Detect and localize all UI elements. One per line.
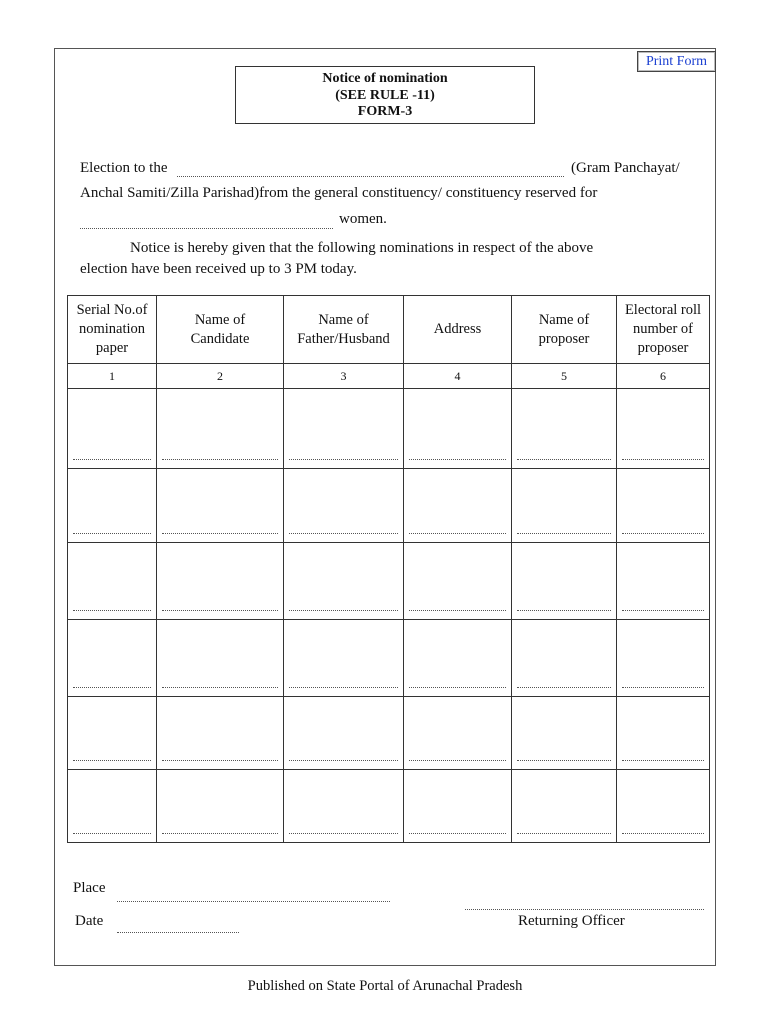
- cell-dotted-line: [73, 760, 151, 761]
- table-cell[interactable]: [157, 469, 284, 543]
- table-cell[interactable]: [157, 620, 284, 697]
- cell-dotted-line: [73, 459, 151, 460]
- table-cell[interactable]: [68, 543, 157, 620]
- table-cell[interactable]: [404, 469, 512, 543]
- header-serial: Serial No.of nomination paper: [68, 296, 157, 364]
- table-cell[interactable]: [68, 770, 157, 843]
- election-prefix: Election to the: [80, 160, 168, 176]
- cell-dotted-line: [409, 533, 506, 534]
- table-cell[interactable]: [512, 620, 617, 697]
- cell-dotted-line: [162, 459, 278, 460]
- date-field[interactable]: [117, 932, 239, 933]
- table-row: [68, 543, 710, 620]
- cell-dotted-line: [517, 833, 611, 834]
- table-cell[interactable]: [617, 543, 710, 620]
- header-candidate: Name of Candidate: [157, 296, 284, 364]
- cell-dotted-line: [289, 687, 398, 688]
- column-number: 3: [284, 364, 404, 389]
- table-cell[interactable]: [404, 543, 512, 620]
- table-cell[interactable]: [617, 697, 710, 770]
- cell-dotted-line: [517, 459, 611, 460]
- table-cell[interactable]: [512, 469, 617, 543]
- cell-dotted-line: [409, 610, 506, 611]
- cell-dotted-line: [289, 760, 398, 761]
- table-cell[interactable]: [512, 543, 617, 620]
- notice-line-1: Notice is hereby given that the following nominations in respect of the above: [130, 240, 594, 256]
- cell-dotted-line: [622, 610, 704, 611]
- election-body-field[interactable]: [177, 176, 564, 177]
- table-cell[interactable]: [617, 770, 710, 843]
- header-address: Address: [404, 296, 512, 364]
- cell-dotted-line: [409, 833, 506, 834]
- column-number: 2: [157, 364, 284, 389]
- cell-dotted-line: [162, 687, 278, 688]
- cell-dotted-line: [622, 459, 704, 460]
- table-cell[interactable]: [284, 620, 404, 697]
- cell-dotted-line: [517, 687, 611, 688]
- table-cell[interactable]: [404, 770, 512, 843]
- women-label: women.: [339, 211, 387, 227]
- table-row: [68, 469, 710, 543]
- title-line-2: (SEE RULE -11): [335, 87, 435, 103]
- table-cell[interactable]: [157, 543, 284, 620]
- returning-officer-label: Returning Officer: [518, 913, 625, 929]
- header-father-husband: Name of Father/Husband: [284, 296, 404, 364]
- cell-dotted-line: [517, 760, 611, 761]
- table-cell[interactable]: [157, 770, 284, 843]
- table-cell[interactable]: [512, 389, 617, 469]
- date-label: Date: [75, 913, 104, 929]
- column-number: 5: [512, 364, 617, 389]
- table-cell[interactable]: [284, 543, 404, 620]
- print-form-button[interactable]: Print Form: [637, 51, 716, 72]
- table-row: [68, 697, 710, 770]
- column-number: 6: [617, 364, 710, 389]
- table-cell[interactable]: [617, 620, 710, 697]
- cell-dotted-line: [622, 533, 704, 534]
- table-cell[interactable]: [284, 469, 404, 543]
- header-electoral-roll: Electoral roll number of proposer: [617, 296, 710, 364]
- table-cell[interactable]: [157, 389, 284, 469]
- table-cell[interactable]: [284, 770, 404, 843]
- cell-dotted-line: [162, 533, 278, 534]
- title-line-3: FORM-3: [357, 104, 413, 119]
- column-number-row: [68, 364, 710, 389]
- cell-dotted-line: [289, 533, 398, 534]
- reserved-for-field[interactable]: [80, 228, 333, 229]
- cell-dotted-line: [73, 687, 151, 688]
- title-line-1: Notice of nomination: [322, 71, 448, 86]
- table-cell[interactable]: [284, 697, 404, 770]
- table-cell[interactable]: [512, 697, 617, 770]
- officer-signature-field[interactable]: [465, 909, 704, 910]
- table-body: [68, 389, 710, 843]
- table-cell[interactable]: [68, 697, 157, 770]
- cell-dotted-line: [289, 610, 398, 611]
- table-cell[interactable]: [617, 389, 710, 469]
- table-cell[interactable]: [68, 469, 157, 543]
- cell-dotted-line: [162, 610, 278, 611]
- cell-dotted-line: [289, 459, 398, 460]
- cell-dotted-line: [409, 459, 506, 460]
- table-header-row: [68, 296, 710, 364]
- nominations-table: [67, 295, 710, 843]
- cell-dotted-line: [622, 687, 704, 688]
- cell-dotted-line: [409, 760, 506, 761]
- table-cell[interactable]: [157, 697, 284, 770]
- cell-dotted-line: [517, 533, 611, 534]
- table-cell[interactable]: [404, 389, 512, 469]
- table-cell[interactable]: [68, 620, 157, 697]
- cell-dotted-line: [73, 533, 151, 534]
- cell-dotted-line: [73, 833, 151, 834]
- cell-dotted-line: [162, 760, 278, 761]
- table-row: [68, 770, 710, 843]
- cell-dotted-line: [409, 687, 506, 688]
- cell-dotted-line: [73, 610, 151, 611]
- table-cell[interactable]: [617, 469, 710, 543]
- cell-dotted-line: [517, 610, 611, 611]
- table-row: [68, 389, 710, 469]
- election-line-2: Anchal Samiti/Zilla Parishad)from the general constituency/ constituency reserved for: [80, 185, 598, 201]
- column-number: 1: [68, 364, 157, 389]
- cell-dotted-line: [289, 833, 398, 834]
- table-cell[interactable]: [284, 389, 404, 469]
- table-cell[interactable]: [512, 770, 617, 843]
- table-cell[interactable]: [68, 389, 157, 469]
- place-field[interactable]: [117, 901, 390, 902]
- cell-dotted-line: [622, 833, 704, 834]
- table-cell[interactable]: [404, 620, 512, 697]
- cell-dotted-line: [162, 833, 278, 834]
- table-cell[interactable]: [404, 697, 512, 770]
- notice-line-2: election have been received up to 3 PM today.: [80, 261, 357, 277]
- place-label: Place: [73, 880, 106, 896]
- form-title-box: [235, 66, 535, 124]
- header-proposer: Name of proposer: [512, 296, 617, 364]
- cell-dotted-line: [622, 760, 704, 761]
- election-suffix: (Gram Panchayat/: [571, 160, 680, 176]
- table-row: [68, 620, 710, 697]
- footer-text: Published on State Portal of Arunachal Pradesh: [247, 978, 523, 994]
- column-number: 4: [404, 364, 512, 389]
